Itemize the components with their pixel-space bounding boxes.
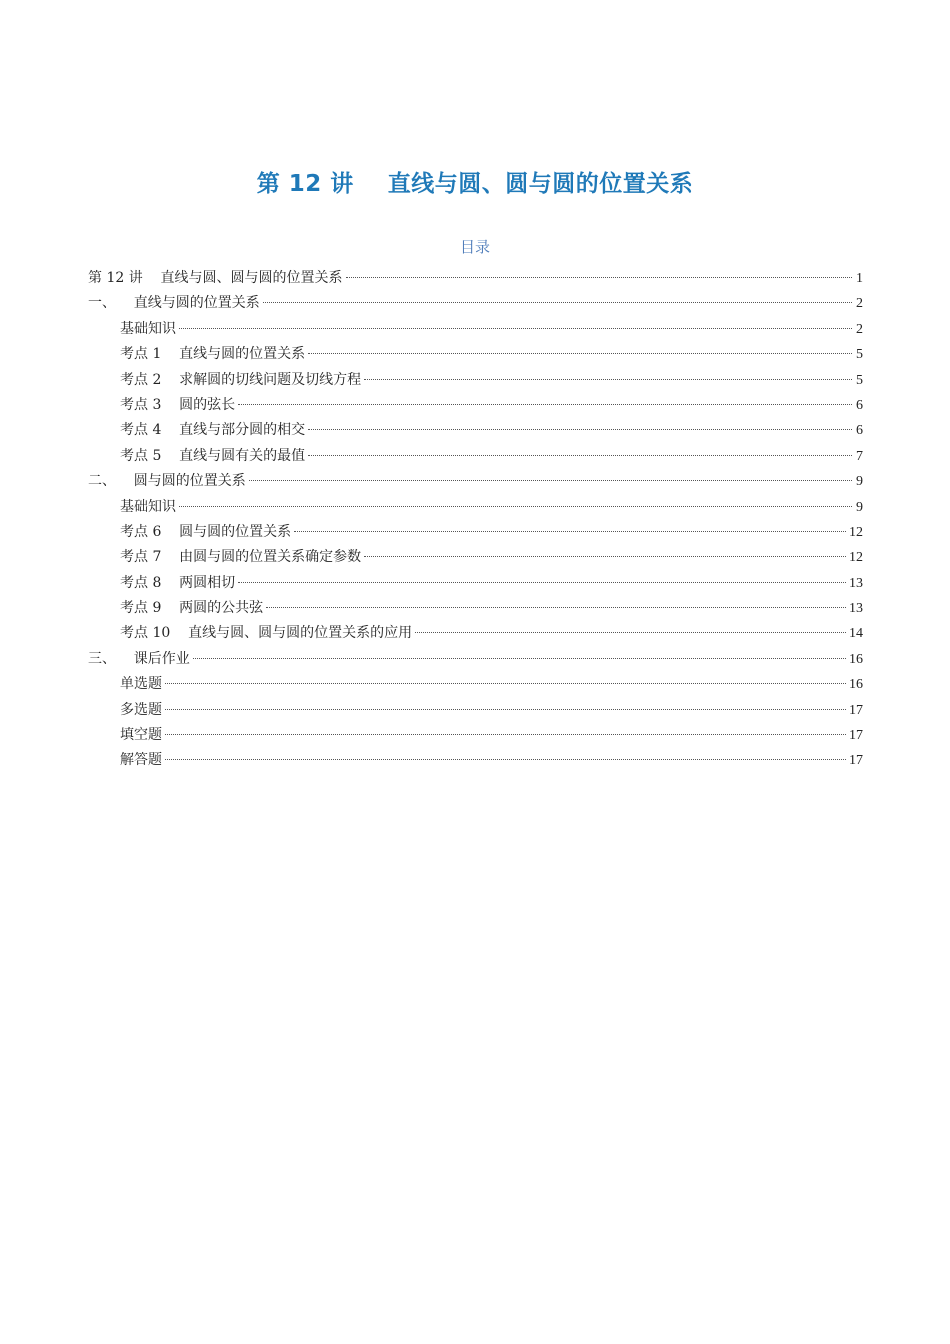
- toc-dot-leader: [165, 734, 846, 735]
- toc-entry-label[interactable]: 考点 3 圆的弦长: [120, 396, 236, 413]
- toc-dot-leader: [266, 607, 846, 608]
- toc-entry[interactable]: [88, 621, 863, 646]
- toc-dot-leader: [238, 404, 852, 405]
- toc-entry[interactable]: [88, 342, 863, 367]
- toc-page-number: 13: [849, 601, 863, 617]
- toc-page-number: 16: [849, 677, 863, 693]
- toc-entry-label[interactable]: 单选题: [120, 676, 162, 693]
- toc-heading: 目录: [459, 238, 490, 256]
- toc-entry[interactable]: [88, 647, 863, 672]
- toc-entry-label[interactable]: 一、 直线与圆的位置关系: [88, 295, 260, 312]
- toc-page-number: 16: [849, 651, 863, 667]
- toc-entry-label[interactable]: 考点 7 由圆与圆的位置关系确定参数: [120, 549, 362, 566]
- toc-entry-label[interactable]: 填空题: [120, 727, 162, 744]
- toc-entry[interactable]: [88, 571, 863, 596]
- toc-dot-leader: [165, 709, 846, 710]
- toc-dot-leader: [193, 658, 846, 659]
- toc-dot-leader: [294, 531, 846, 532]
- toc-page-number: 1: [856, 271, 863, 286]
- toc-entry[interactable]: [88, 418, 863, 443]
- toc-entry[interactable]: [88, 723, 863, 748]
- toc-page-number: 17: [849, 753, 863, 769]
- toc-entry-label[interactable]: 考点 8 两圆相切: [120, 574, 236, 591]
- toc-page-number: 9: [856, 499, 863, 515]
- toc-entry-label[interactable]: 基础知识: [120, 320, 176, 337]
- toc-entry[interactable]: [88, 393, 863, 418]
- toc-entry[interactable]: [88, 520, 863, 545]
- toc-entry[interactable]: [88, 444, 863, 469]
- toc-dot-leader: [165, 683, 846, 684]
- toc-page-number: 9: [856, 474, 863, 490]
- toc-dot-leader: [165, 759, 846, 760]
- toc-entry-label[interactable]: 二、 圆与圆的位置关系: [88, 473, 246, 490]
- toc-entry-label[interactable]: 考点 5 直线与圆有关的最值: [120, 447, 306, 464]
- toc-entry-label[interactable]: 基础知识: [120, 498, 176, 515]
- toc-dot-leader: [308, 455, 852, 456]
- toc-page-number: 2: [856, 321, 863, 337]
- toc-dot-leader: [364, 556, 846, 557]
- toc-page-number: 6: [856, 423, 863, 439]
- toc-page-number: 6: [856, 397, 863, 413]
- toc-dot-leader: [415, 632, 846, 633]
- toc-entry[interactable]: [88, 748, 863, 773]
- toc-dot-leader: [346, 277, 852, 278]
- toc-entry[interactable]: [88, 596, 863, 621]
- page-title: 第 12 讲 直线与圆、圆与圆的位置关系: [256, 171, 694, 198]
- toc-page-number: 12: [849, 524, 863, 540]
- toc-page-number: 5: [856, 372, 863, 388]
- toc-entry-label[interactable]: 考点 9 两圆的公共弦: [120, 600, 264, 617]
- toc-entry[interactable]: [88, 291, 863, 316]
- toc-page-number: 5: [856, 347, 863, 363]
- toc-entry[interactable]: [88, 672, 863, 697]
- toc-entry-label[interactable]: 考点 10 直线与圆、圆与圆的位置关系的应用: [120, 625, 413, 642]
- table-of-contents: [88, 266, 863, 774]
- toc-page-number: 17: [849, 702, 863, 718]
- toc-page-number: 17: [849, 728, 863, 744]
- toc-entry-label[interactable]: 考点 4 直线与部分圆的相交: [120, 422, 306, 439]
- toc-entry-label[interactable]: 第 12 讲 直线与圆、圆与圆的位置关系: [88, 270, 343, 286]
- toc-entry[interactable]: [88, 495, 863, 520]
- toc-entry-label[interactable]: 解答题: [120, 752, 162, 769]
- toc-entry-label[interactable]: 三、 课后作业: [88, 650, 190, 667]
- toc-entry[interactable]: [88, 317, 863, 342]
- toc-page-number: 13: [849, 575, 863, 591]
- toc-page-number: 2: [856, 296, 863, 312]
- toc-page-number: 12: [849, 550, 863, 566]
- toc-entry-label[interactable]: 考点 1 直线与圆的位置关系: [120, 346, 306, 363]
- toc-page-number: 7: [856, 448, 863, 464]
- toc-dot-leader: [263, 302, 852, 303]
- toc-dot-leader: [249, 480, 852, 481]
- toc-entry[interactable]: [88, 368, 863, 393]
- toc-entry-label[interactable]: 考点 6 圆与圆的位置关系: [120, 523, 292, 540]
- toc-entry[interactable]: [88, 266, 863, 291]
- toc-entry[interactable]: [88, 698, 863, 723]
- toc-entry[interactable]: [88, 469, 863, 494]
- toc-dot-leader: [308, 353, 852, 354]
- toc-dot-leader: [308, 429, 852, 430]
- toc-dot-leader: [179, 328, 852, 329]
- toc-dot-leader: [238, 582, 846, 583]
- toc-page-number: 14: [849, 626, 863, 642]
- toc-entry-label[interactable]: 多选题: [120, 701, 162, 718]
- toc-entry[interactable]: [88, 545, 863, 570]
- toc-dot-leader: [179, 506, 852, 507]
- toc-dot-leader: [364, 379, 852, 380]
- toc-entry-label[interactable]: 考点 2 求解圆的切线问题及切线方程: [120, 371, 362, 388]
